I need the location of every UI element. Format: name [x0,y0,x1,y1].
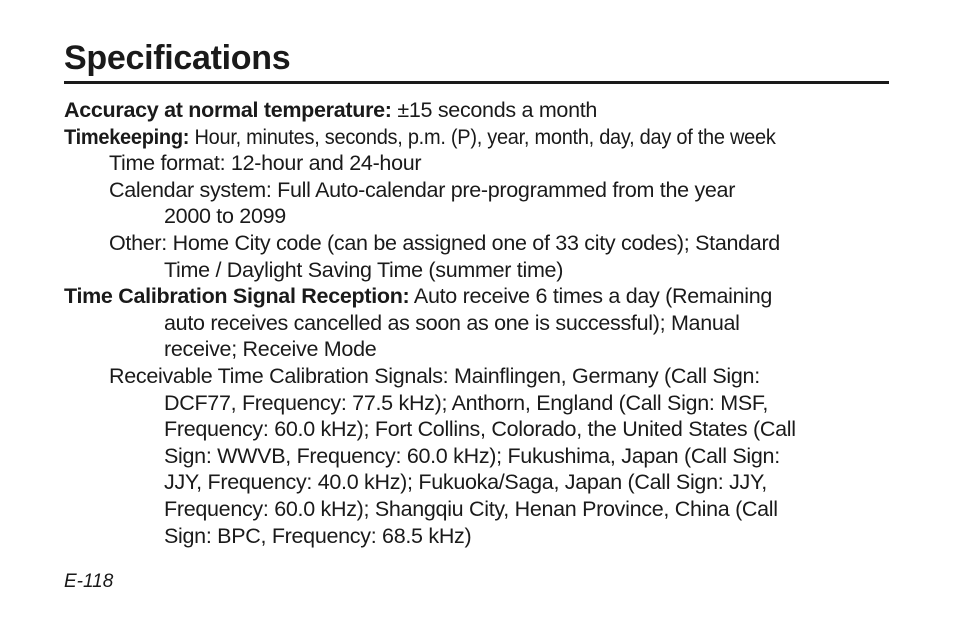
spec-receivable-signals-cont: Frequency: 60.0 kHz); Shangqiu City, Henan Province, China (Call [164,496,778,521]
spec-receivable-signals-cont: JJY, Frequency: 40.0 kHz); Fukuoka/Saga, Japan (Call Sign: JJY, [164,470,767,495]
spec-calendar-system-cont: 2000 to 2099 [164,204,286,229]
spec-accuracy [64,97,894,124]
specifications-body [64,97,894,549]
spec-reception-cont: auto receives cancelled as soon as one is successful); Manual [164,310,740,335]
spec-reception [64,283,894,310]
spec-label: Time Calibration Signal Reception: [64,284,410,309]
spec-receivable-signals-cont: Sign: WWVB, Frequency: 60.0 kHz); Fukushima, Japan (Call Sign: [164,443,780,468]
page-title: Specifications [64,39,291,77]
spec-label: Timekeeping: [64,124,190,149]
spec-receivable-signals: Receivable Time Calibration Signals: Mainflingen, Germany (Call Sign: [109,363,760,388]
spec-calendar-system: Calendar system: Full Auto-calendar pre-programmed from the year [109,177,736,202]
title-divider [64,81,889,84]
spec-value: Hour, minutes, seconds, p.m. (P), year, month, day, day of the week [194,124,776,149]
spec-value: Auto receive 6 times a day (Remaining [413,284,773,309]
spec-label: Accuracy at normal temperature: [64,98,392,122]
spec-value: ±15 seconds a month [397,98,598,122]
spec-time-format: Time format: 12-hour and 24-hour [109,151,422,176]
spec-other: Other: Home City code (can be assigned one of 33 city codes); Standard [109,230,780,255]
spec-reception-cont: receive; Receive Mode [164,337,377,362]
spec-timekeeping [64,124,894,151]
spec-receivable-signals-cont: DCF77, Frequency: 77.5 kHz); Anthorn, England (Call Sign: MSF, [164,390,768,415]
spec-receivable-signals-cont: Sign: BPC, Frequency: 68.5 kHz) [164,523,472,548]
spec-other-cont: Time / Daylight Saving Time (summer time) [164,257,564,282]
page-number: E-118 [64,571,114,592]
spec-receivable-signals-cont: Frequency: 60.0 kHz); Fort Collins, Colorado, the United States (Call [164,417,796,442]
